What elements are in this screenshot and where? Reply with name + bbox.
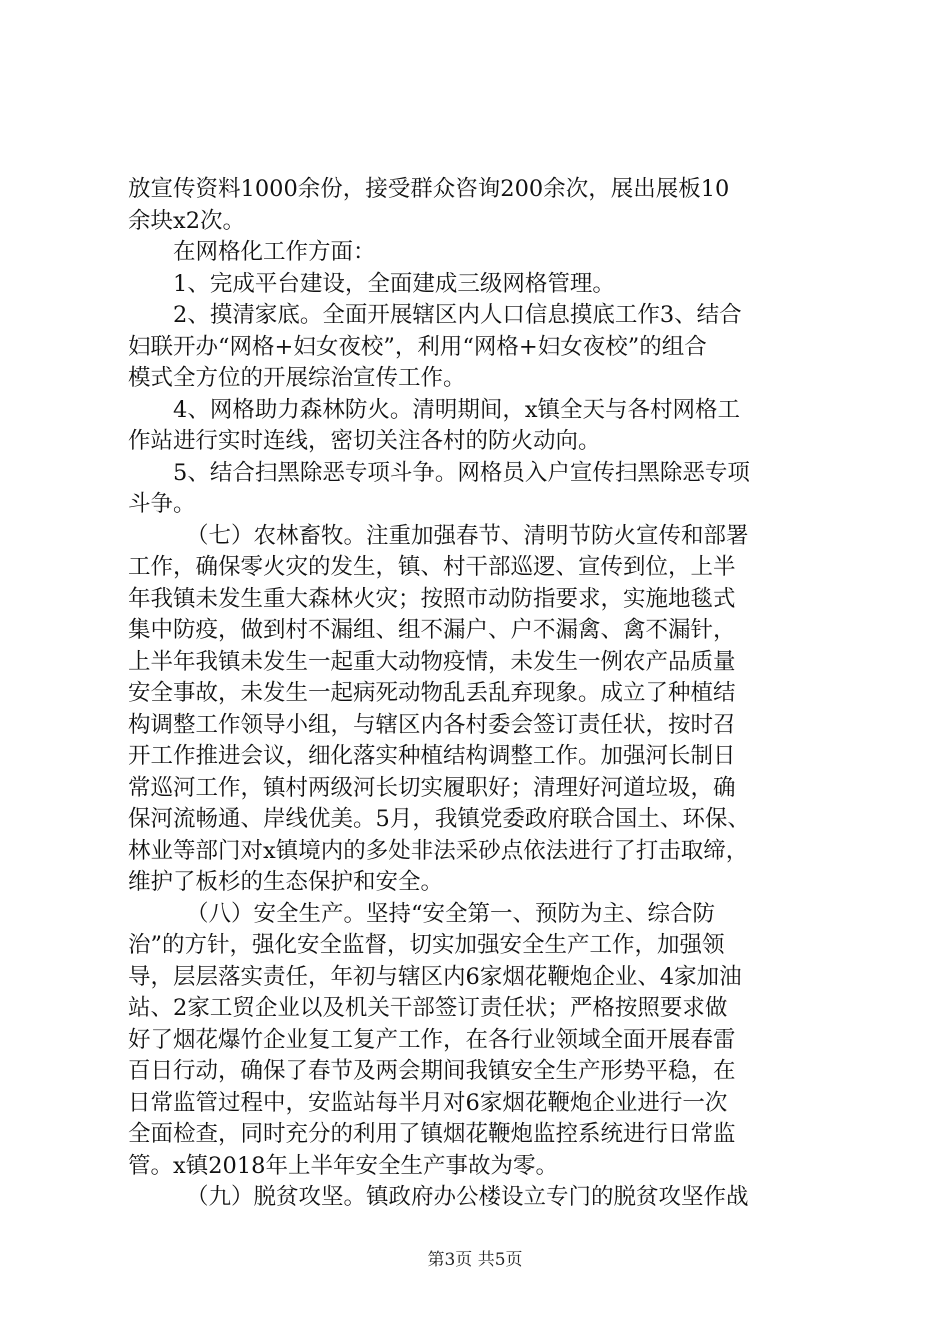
- text-line: 在网格化工作方面：: [173, 239, 376, 265]
- text-line: 保河流畅通、岸线优美。5月，我镇党委政府联合国土、环保、: [128, 806, 750, 832]
- section-heading-line: （九）脱贫攻坚。镇政府办公楼设立专门的脱贫攻坚作战: [186, 1184, 749, 1210]
- text-line: 导，层层落实责任，年初与辖区内6家烟花鞭炮企业、4家加油: [128, 963, 742, 990]
- text-line: 年我镇未发生重大森林火灾；按照市动防指要求，实施地毯式: [128, 585, 736, 612]
- text-line: 百日行动，确保了春节及两会期间我镇安全生产形势平稳，在: [128, 1058, 736, 1084]
- text-line: 模式全方位的开展综治宣传工作。: [128, 365, 466, 391]
- text-line: 维护了板杉的生态保护和安全。: [128, 869, 444, 895]
- text-line: 斗争。: [128, 491, 196, 517]
- document-body: [128, 174, 834, 1214]
- text-line: 日常监管过程中，安监站每半月对6家烟花鞭炮企业进行一次: [128, 1089, 728, 1116]
- text-line: 放宣传资料1000余份，接受群众咨询200余次，展出展板10: [128, 176, 730, 202]
- text-line: 全面检查，同时充分的利用了镇烟花鞭炮监控系统进行日常监: [128, 1121, 736, 1147]
- text-line: 开工作推进会议，细化落实种植结构调整工作。加强河长制日: [128, 743, 736, 769]
- section-heading-line: （七）农林畜牧。注重加强春节、清明节防火宣传和部署: [186, 522, 749, 549]
- text-line: 构调整工作领导小组，与辖区内各村委会签订责任状，按时召: [128, 711, 736, 738]
- text-line: 常巡河工作，镇村两级河长切实履职好；清理好河道垃圾，确: [128, 774, 736, 801]
- text-line: 站、2家工贸企业以及机关干部签订责任状；严格按照要求做: [128, 995, 728, 1021]
- text-line: 管。x镇2018年上半年安全生产事故为零。: [128, 1152, 558, 1179]
- page-number-footer: 第3页 共5页: [427, 1250, 523, 1270]
- text-line: 妇联开办“网格+妇女夜校”，利用“网格+妇女夜校”的组合: [128, 333, 707, 360]
- text-line: 治”的方针，强化安全监督，切实加强安全生产工作，加强领: [128, 932, 725, 958]
- text-line: 工作，确保零火灾的发生，镇、村干部巡逻、宣传到位，上半: [128, 554, 736, 580]
- text-line: 上半年我镇未发生一起重大动物疫情，未发生一例农产品质量: [128, 648, 736, 675]
- section-heading-line: （八）安全生产。坚持“安全第一、预防为主、综合防: [186, 900, 716, 927]
- text-line: 1、完成平台建设，全面建成三级网格管理。: [173, 270, 615, 297]
- text-line: 好了烟花爆竹企业复工复产工作，在各行业领域全面开展春雷: [128, 1026, 736, 1053]
- text-line: 4、网格助力森林防火。清明期间，x镇全天与各村网格工: [173, 396, 741, 423]
- text-line: 安全事故，未发生一起病死动物乱丢乱弃现象。成立了种植结: [128, 680, 736, 706]
- text-line: 2、摸清家底。全面开展辖区内人口信息摸底工作3、结合: [173, 302, 742, 328]
- text-line: 集中防疫，做到村不漏组、组不漏户、户不漏禽、禽不漏针，: [128, 617, 736, 643]
- text-line: 余块x2次。: [128, 207, 246, 234]
- text-line: 作站进行实时连线，密切关注各村的防火动向。: [128, 428, 601, 454]
- text-line: 5、结合扫黑除恶专项斗争。网格员入户宣传扫黑除恶专项: [173, 459, 750, 486]
- text-line: 林业等部门对x镇境内的多处非法采砂点依法进行了打击取缔，: [128, 837, 749, 864]
